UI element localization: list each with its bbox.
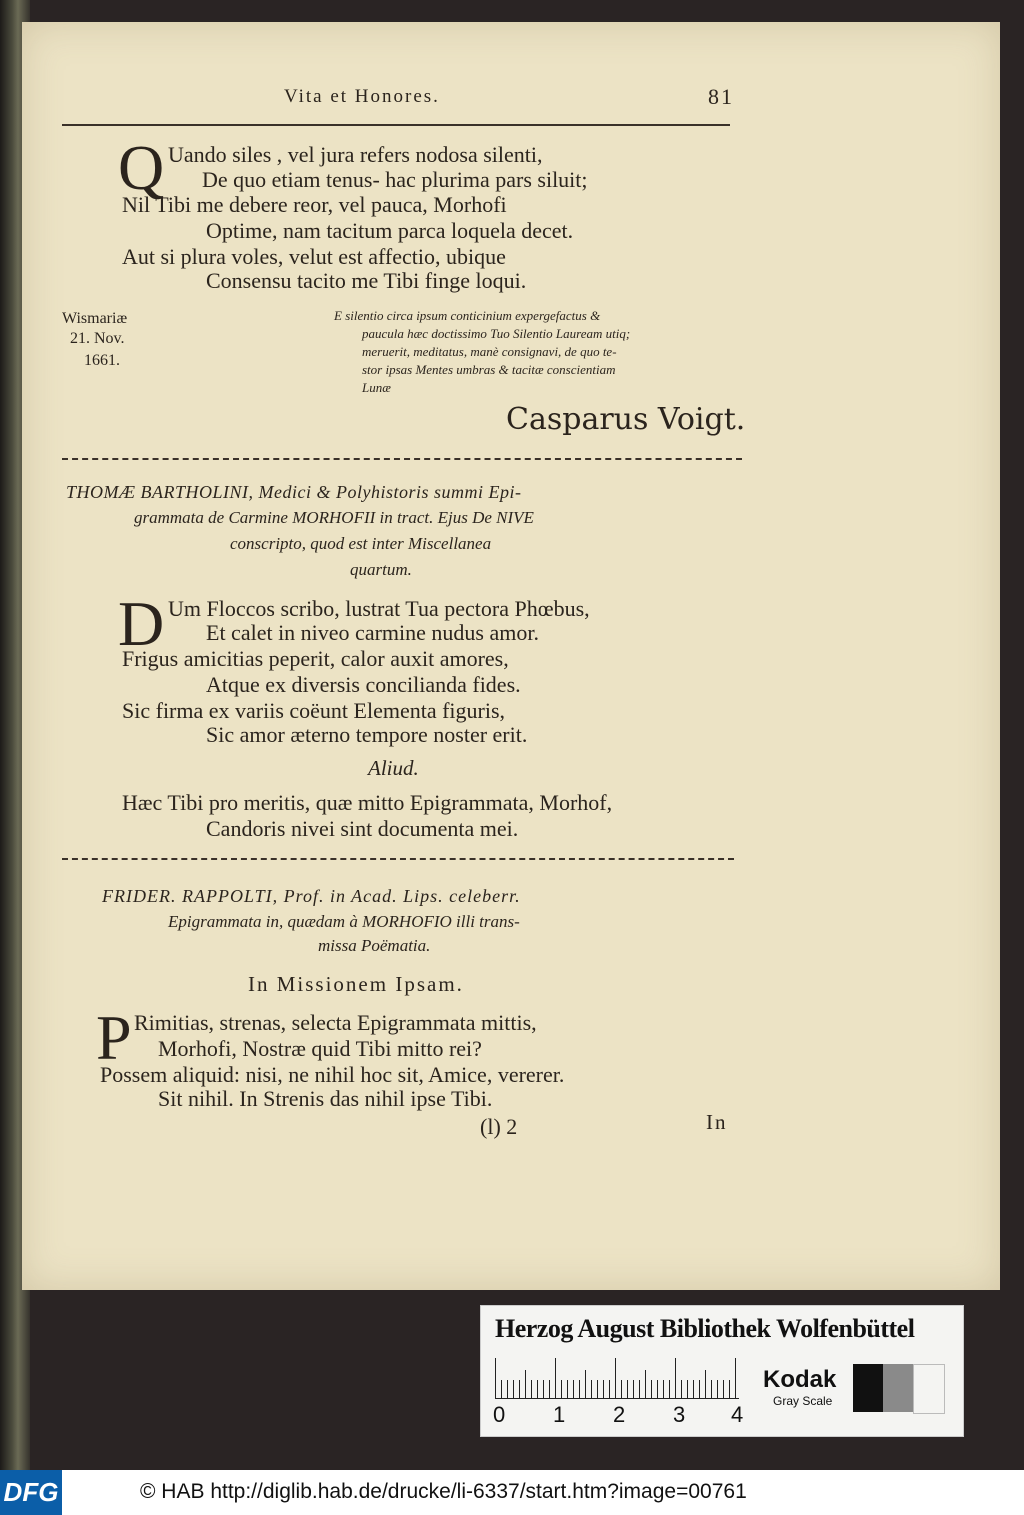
poem2-line-3: Frigus amicitias peperit, calor auxit amores, [122, 646, 509, 671]
poem2-heading-2: grammata de Carmine MORHOFII in tract. Ejus De NIVE [134, 508, 534, 527]
dropcap-p: P [96, 1002, 132, 1073]
poem3-line-2: Morhofi, Nostræ quid Tibi mitto rei? [158, 1036, 482, 1061]
aliud-heading: Aliud. [368, 756, 419, 780]
place-line-3: 1661. [84, 352, 120, 369]
ruler-tick [705, 1370, 706, 1398]
poem3-heading-2: Epigrammata in, quædam à MORHOFIO illi trans- [168, 912, 520, 931]
ruler-tick [621, 1380, 622, 1398]
swatch-black [853, 1364, 883, 1412]
copyright-link[interactable]: © HAB http://diglib.hab.de/drucke/li-6337/start.htm?image=00761 [140, 1480, 747, 1503]
ruler-tick [669, 1380, 670, 1398]
ruler-tick [585, 1370, 586, 1398]
ruler-tick [699, 1380, 700, 1398]
section-rule-2 [62, 858, 734, 860]
ruler-tick [561, 1380, 562, 1398]
poem2-heading-1: THOMÆ BARTHOLINI, Medici & Polyhistoris summi Epi- [66, 482, 522, 502]
color-target [480, 1305, 964, 1437]
ruler [495, 1358, 739, 1399]
ruler-tick [591, 1380, 592, 1398]
ruler-tick [711, 1380, 712, 1398]
swatch-gray [883, 1364, 913, 1412]
ruler-tick [603, 1380, 604, 1398]
poem3-line-4: Sit nihil. In Strenis das nihil ipse Tibi. [158, 1086, 493, 1111]
ruler-tick [681, 1380, 682, 1398]
ruler-tick [573, 1380, 574, 1398]
poem2-line-1: Um Floccos scribo, lustrat Tua pectora Phœbus, [168, 596, 590, 621]
ruler-number-4: 4 [731, 1402, 744, 1427]
section-rule-1 [62, 458, 742, 460]
poem2-line-4: Atque ex diversis concilianda fides. [206, 672, 521, 697]
poem2-heading-4: quartum. [350, 560, 412, 579]
page-number: 81 [708, 84, 734, 109]
note-line-5: Lunæ [362, 380, 391, 395]
dropcap-d: D [118, 588, 165, 659]
footer-bar [0, 1470, 1024, 1515]
dfg-logo: DFG [0, 1470, 62, 1515]
ruler-tick [507, 1380, 508, 1398]
ruler-tick [537, 1380, 538, 1398]
ruler-tick [675, 1358, 676, 1398]
ruler-tick [633, 1380, 634, 1398]
poem3-line-1: Rimitias, strenas, selecta Epigrammata mittis, [134, 1010, 537, 1035]
ruler-tick [531, 1380, 532, 1398]
note-line-1: E silentio circa ipsum conticinium expergefactus & [334, 308, 601, 323]
signature-mark: (l) 2 [480, 1114, 518, 1139]
library-name: Herzog August Bibliothek Wolfenbüttel [495, 1314, 915, 1343]
poem1-line-1: Uando siles , vel jura refers nodosa silenti, [168, 142, 543, 167]
poem1-line-4: Optime, nam tacitum parca loquela decet. [206, 218, 574, 243]
ruler-number-1: 1 [553, 1402, 566, 1427]
ruler-tick [639, 1380, 640, 1398]
ruler-tick [495, 1358, 496, 1398]
ruler-tick [615, 1358, 616, 1398]
head-rule [62, 124, 730, 126]
ruler-tick [567, 1380, 568, 1398]
ruler-tick [657, 1380, 658, 1398]
poem1-line-5: Aut si plura voles, velut est affectio, ubique [122, 244, 506, 269]
ruler-tick [735, 1358, 736, 1398]
ruler-tick [513, 1380, 514, 1398]
swatch-white [913, 1364, 945, 1414]
ruler-tick [579, 1380, 580, 1398]
poem1-line-3: Nil Tibi me debere reor, vel pauca, Morhofi [122, 192, 507, 217]
poem1-line-2: De quo etiam tenus- hac plurima pars siluit; [202, 167, 588, 192]
place-line-2: 21. Nov. [70, 330, 125, 347]
ruler-tick [663, 1380, 664, 1398]
poem3-heading-3: missa Poëmatia. [318, 936, 431, 955]
running-head: Vita et Honores. [284, 86, 440, 107]
ruler-tick [609, 1380, 610, 1398]
ruler-tick [687, 1380, 688, 1398]
dropcap-q: Q [118, 132, 165, 203]
ruler-tick [729, 1380, 730, 1398]
ruler-tick [555, 1358, 556, 1398]
signature-voigt: Casparus Voigt. [506, 402, 746, 437]
poem2-line-2: Et calet in niveo carmine nudus amor. [206, 620, 539, 645]
ruler-tick [597, 1380, 598, 1398]
ruler-tick [543, 1380, 544, 1398]
note-line-3: meruerit, meditatus, manè consignavi, de quo te- [362, 344, 617, 359]
ruler-tick [519, 1380, 520, 1398]
poem3-heading-1: FRIDER. RAPPOLTI, Prof. in Acad. Lips. celeberr. [102, 886, 521, 906]
ruler-tick [501, 1380, 502, 1398]
ruler-tick [693, 1380, 694, 1398]
ruler-tick [627, 1380, 628, 1398]
poem3-subtitle: In Missionem Ipsam. [248, 972, 464, 996]
gray-scale-label: Gray Scale [773, 1394, 833, 1408]
place-line-1: Wismariæ [62, 310, 128, 327]
kodak-logo: Kodak [763, 1366, 837, 1393]
aliud-line-1: Hæc Tibi pro meritis, quæ mitto Epigrammata, Morhof, [122, 790, 613, 815]
ruler-number-0: 0 [493, 1402, 506, 1427]
note-line-2: paucula hæc doctissimo Tuo Silentio Lauream utiq; [362, 326, 631, 341]
ruler-tick [525, 1370, 526, 1398]
ruler-number-3: 3 [673, 1402, 686, 1427]
note-line-4: stor ipsas Mentes umbras & tacitæ conscientiam [362, 362, 616, 377]
ruler-tick [717, 1380, 718, 1398]
catchword: In [706, 1110, 728, 1134]
ruler-number-2: 2 [613, 1402, 626, 1427]
ruler-tick [651, 1380, 652, 1398]
aliud-line-2: Candoris nivei sint documenta mei. [206, 816, 519, 841]
poem2-heading-3: conscripto, quod est inter Miscellanea [230, 534, 492, 553]
ruler-tick [549, 1380, 550, 1398]
poem2-line-6: Sic amor æterno tempore noster erit. [206, 722, 528, 747]
book-page [22, 22, 1000, 1290]
poem2-line-5: Sic firma ex variis coëunt Elementa figuris, [122, 698, 506, 723]
poem3-line-3: Possem aliquid: nisi, ne nihil hoc sit, Amice, vererer. [100, 1062, 565, 1087]
poem1-line-6: Consensu tacito me Tibi finge loqui. [206, 268, 527, 293]
ruler-tick [723, 1380, 724, 1398]
ruler-tick [645, 1370, 646, 1398]
